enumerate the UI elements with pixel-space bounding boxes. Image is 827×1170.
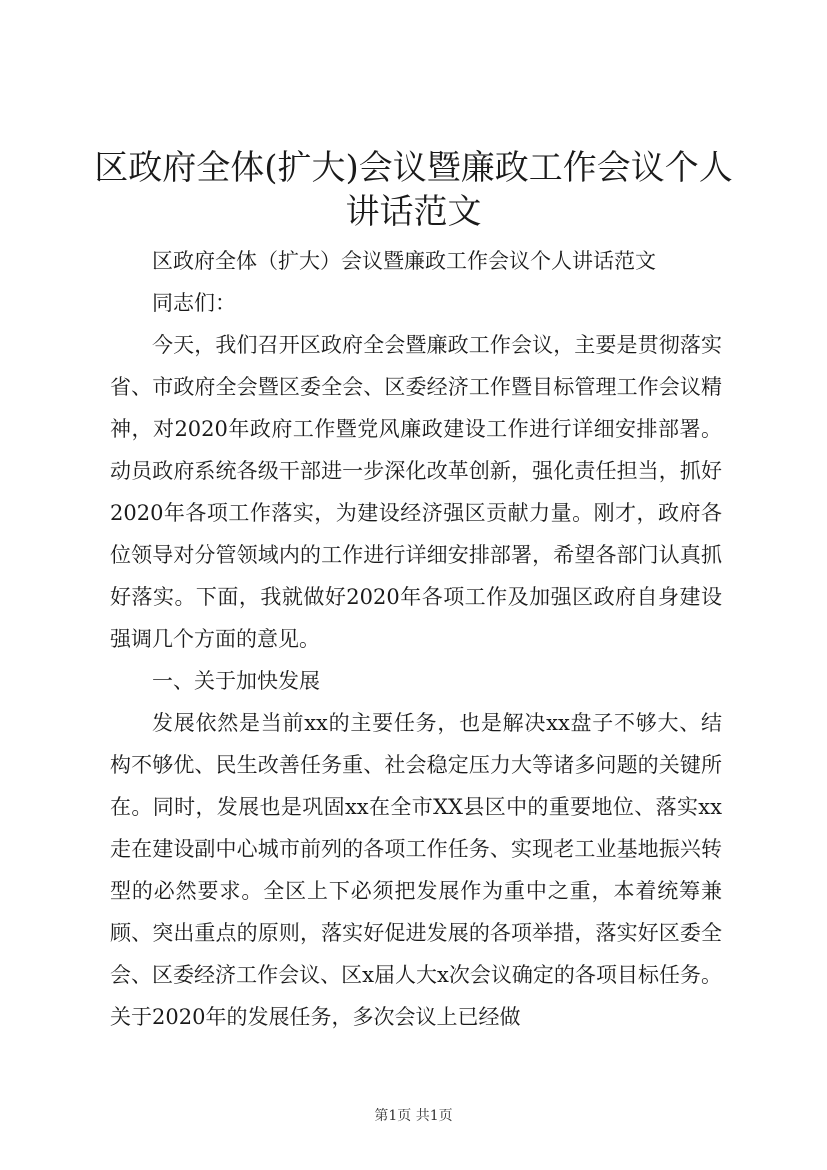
- section-heading: 一、关于加快发展: [152, 669, 320, 693]
- paragraph: 发展依然是当前xx的主要任务，也是解决xx盘子不够大、结构不够优、民生改善任务重、社会稳定压力大等诸多问题的关键所在。同时，发展也是巩固xx在全市XX县区中的重要地位、落实xx走在建设副中心城市前列的各项工作任务、实现老工业基地振兴转型的必然要求。全区上下必须把发展作为重中之重，本着统筹兼顾、突出重点的原则，落实好促进发展的各项举措，落实好区委全会、区委经济工作会议、区x届人大x次会议确定的各项目标任务。关于2020年的发展任务，多次会议上已经做: [110, 711, 722, 1029]
- page-footer: 第1页 共1页: [374, 1108, 453, 1124]
- paragraph: 今天，我们召开区政府全会暨廉政工作会议，主要是贯彻落实省、市政府全会暨区委全会、区委经济工作暨目标管理工作会议精神，对2020年政府工作暨党风廉政建设工作进行详细安排部署。动员政府系统各级干部进一步深化改革创新，强化责任担当，抓好2020年各项工作落实，为建设经济强区贡献力量。刚才，政府各位领导对分管领域内的工作进行详细安排部署，希望各部门认真抓好落实。下面，我就做好2020年各项工作及加强区政府自身建设强调几个方面的意见。: [110, 333, 722, 651]
- subtitle-line: 区政府全体（扩大）会议暨廉政工作会议个人讲话范文: [152, 249, 656, 273]
- document-title: 区政府全体(扩大)会议暨廉政工作会议个人讲话范文: [94, 148, 733, 232]
- document-body: [110, 240, 722, 1038]
- salutation: 同志们：: [152, 291, 236, 315]
